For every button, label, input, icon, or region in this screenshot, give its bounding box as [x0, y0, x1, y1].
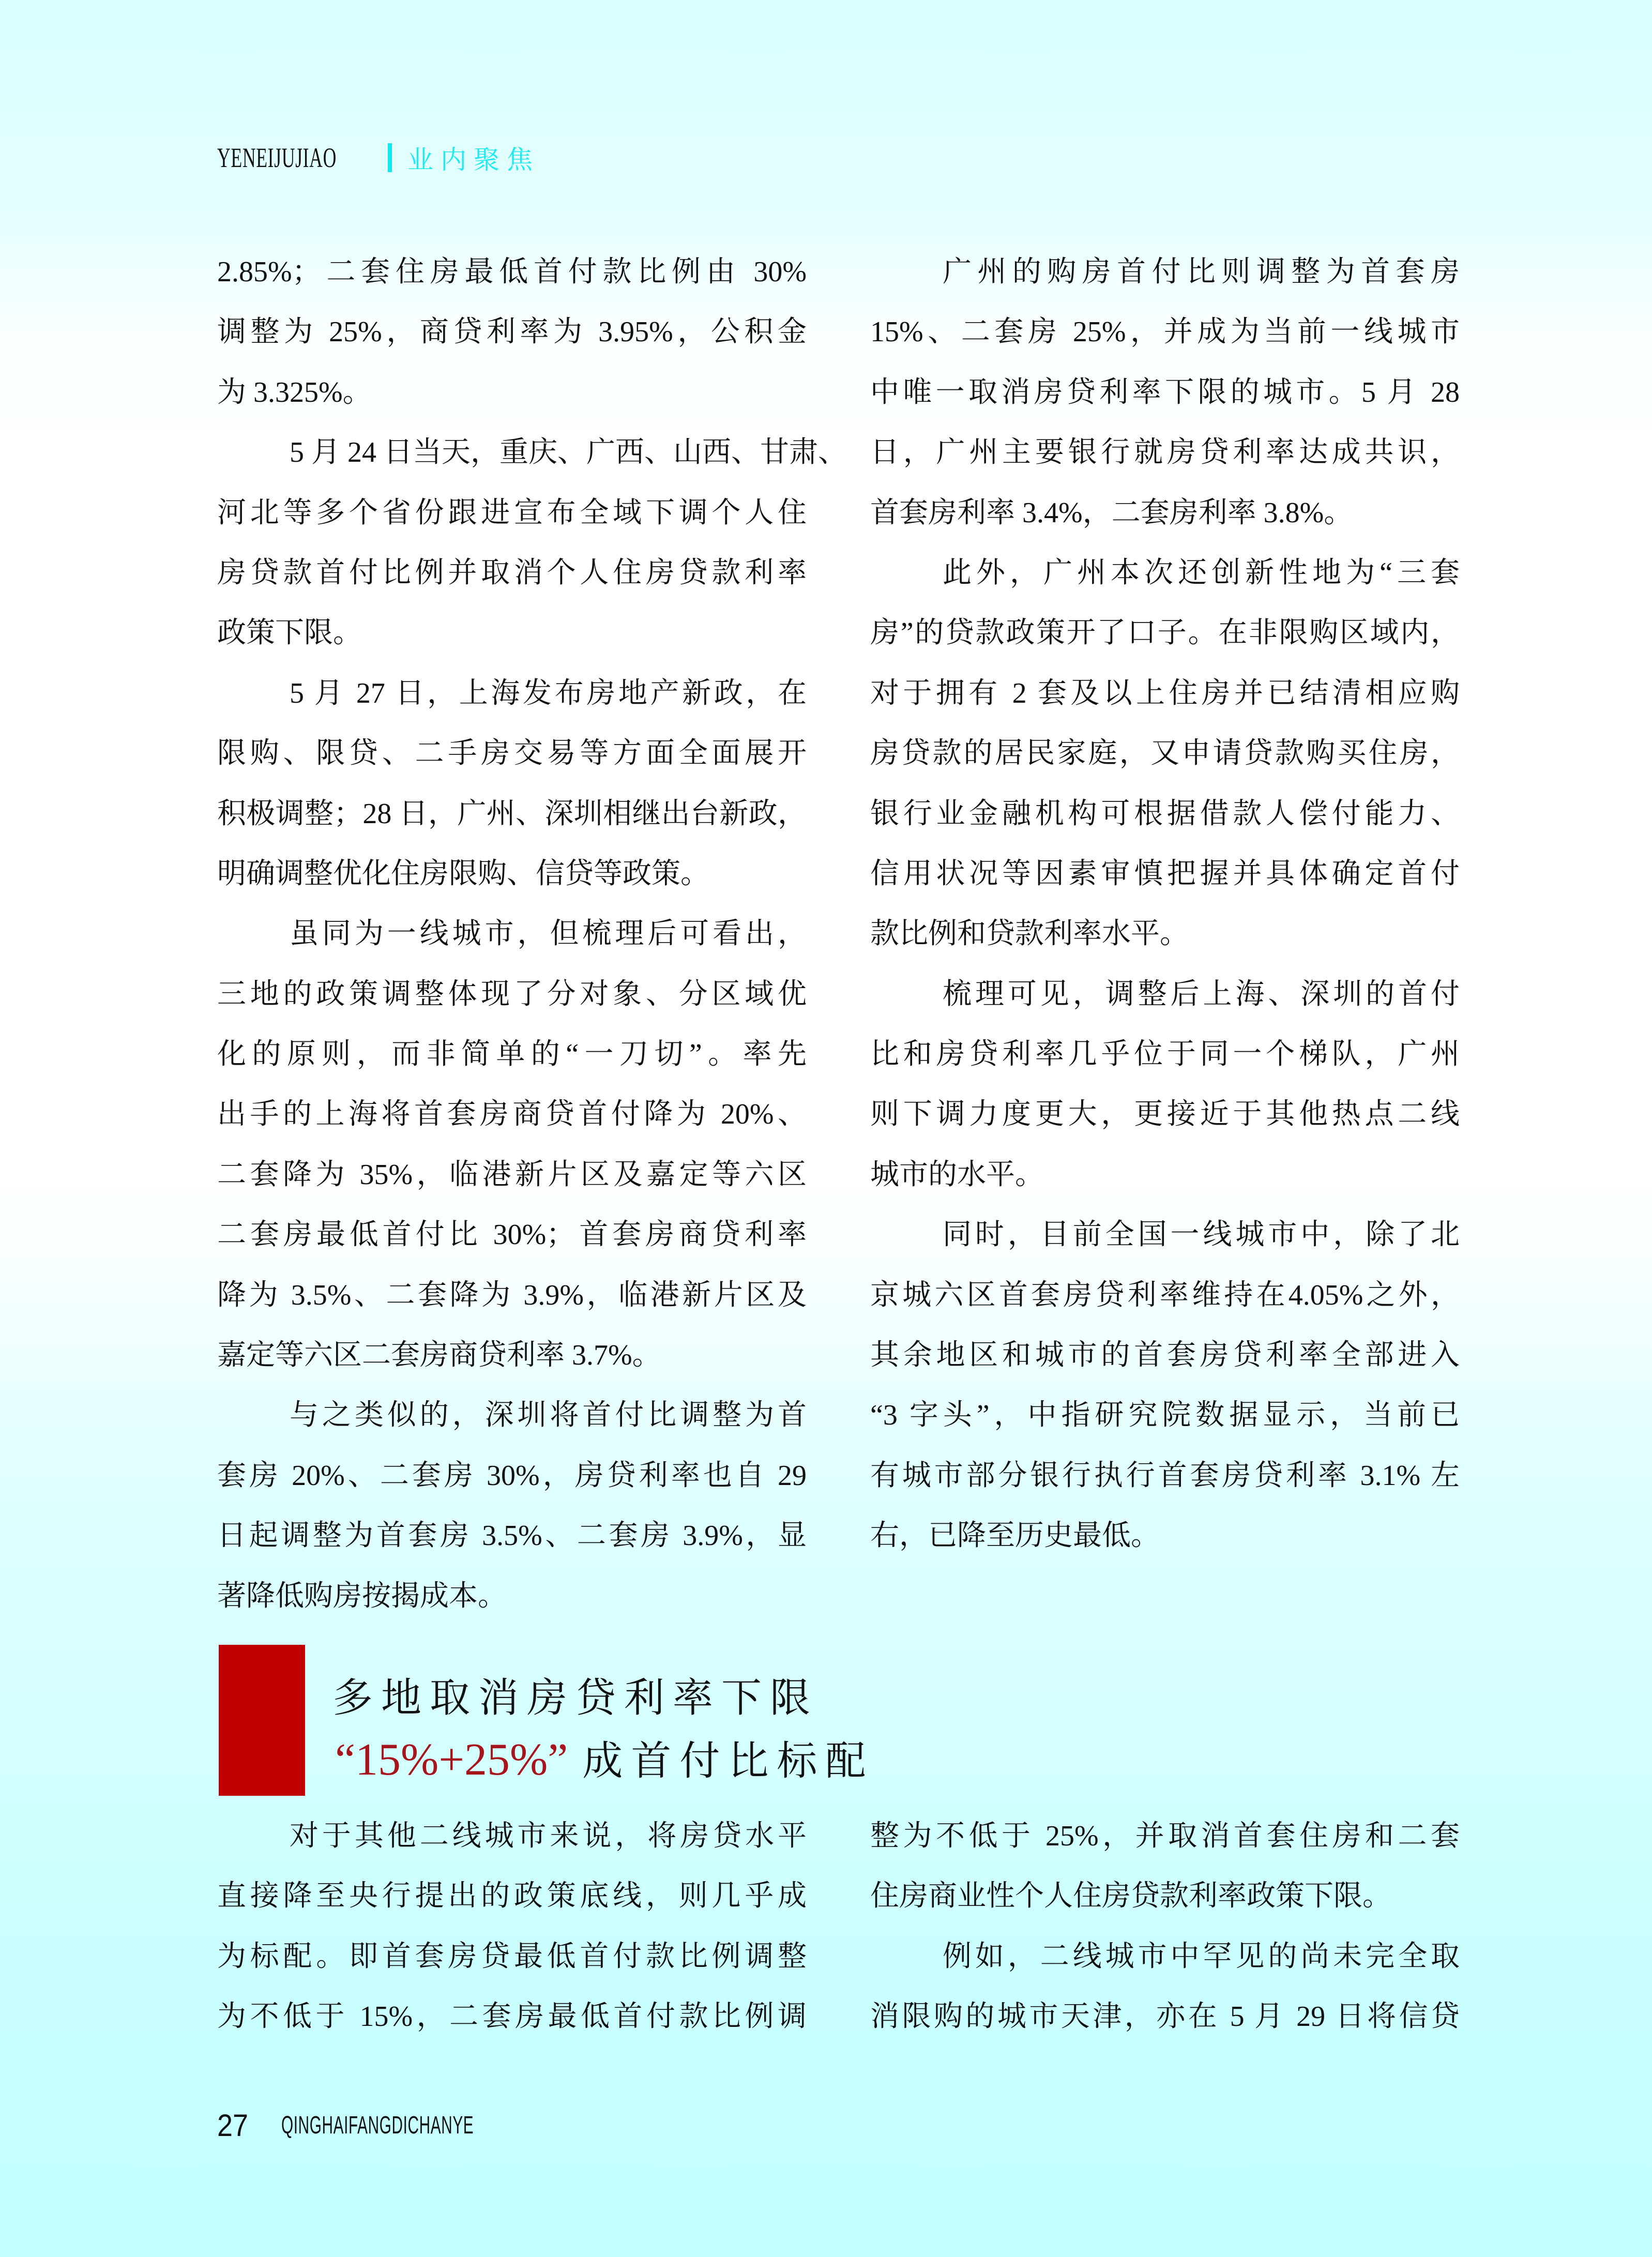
text-line: 京城六区首套房贷利率维持在4.05%之外，	[870, 1279, 1460, 1311]
text-line: 日起调整为首套房 3.5%、二套房 3.9%，显	[217, 1520, 807, 1552]
text-line: 直接降至央行提出的政策底线，则几乎成	[217, 1880, 807, 1913]
text-line: 降为 3.5%、二套降为 3.9%，临港新片区及	[217, 1279, 807, 1311]
text-line: 出手的上海将首套房商贷首付降为 20%、	[217, 1098, 807, 1131]
text-line: 例如，二线城市中罕见的尚未完全取	[943, 1940, 1460, 1973]
text-line: 房贷款的居民家庭，又申请贷款购买住房，	[870, 737, 1460, 770]
text-line: 信用状况等因素审慎把握并具体确定首付	[870, 857, 1460, 890]
text-line: 广州的购房首付比则调整为首套房	[943, 256, 1460, 288]
text-line: 积极调整；28 日，广州、深圳相继出台新政，	[217, 797, 807, 830]
section-marker-block	[219, 1645, 305, 1796]
article-column-right	[870, 242, 1460, 1566]
text-line: 梳理可见，调整后上海、深圳的首付	[943, 978, 1460, 1010]
text-line: 中唯一取消房贷利率下限的城市。5 月 28	[870, 376, 1460, 408]
article-column-left	[217, 242, 847, 1626]
text-line: 对于拥有 2 套及以上住房并已结清相应购	[870, 677, 1460, 709]
text-line: 明确调整优化住房限购、信贷等政策。	[217, 857, 709, 890]
text-line: 同时，目前全国一线城市中，除了北	[943, 1219, 1460, 1251]
text-line: 三地的政策调整体现了分对象、分区域优	[217, 978, 807, 1010]
text-line: 其余地区和城市的首套房贷利率全部进入	[870, 1339, 1460, 1372]
running-header	[217, 141, 540, 175]
text-line: 银行业金融机构可根据借款人偿付能力、	[870, 797, 1460, 830]
text-line: 消限购的城市天津，亦在 5 月 29 日将信贷	[870, 2001, 1460, 2033]
text-line: 右，已降至历史最低。	[870, 1520, 1160, 1552]
section-title-line-2	[335, 1729, 874, 1786]
text-line: 套房 20%、二套房 30%，房贷利率也自 29	[217, 1459, 807, 1492]
text-line: 为标配。即首套房贷最低首付款比例调整	[217, 1940, 807, 1973]
section-title-line-1: 多地取消房贷利率下限	[332, 1675, 819, 1721]
section-title-rest: 成首付比标配	[582, 1738, 874, 1784]
text-line: 则下调力度更大，更接近于其他热点二线	[870, 1098, 1460, 1131]
text-line: 整为不低于 25%，并取消首套住房和二套	[870, 1820, 1460, 1852]
text-line: 首套房利率 3.4%，二套房利率 3.8%。	[870, 496, 1353, 529]
text-line: 城市的水平。	[870, 1158, 1044, 1191]
text-line: 此外，广州本次还创新性地为“三套	[943, 556, 1460, 589]
section-heading	[219, 1645, 1046, 1796]
section-label-zh: 业内聚焦	[407, 145, 540, 175]
article-column-right-bottom	[870, 1806, 1460, 2047]
text-line: 为不低于 15%，二套房最低首付款比例调	[217, 2001, 807, 2033]
text-line: 有城市部分银行执行首套房贷利率 3.1% 左	[870, 1459, 1460, 1492]
text-line: 比和房贷利率几乎位于同一个梯队，广州	[870, 1038, 1460, 1071]
section-label-en: YENEIJUJIAO	[217, 142, 337, 173]
section-title-highlight: “15%+25%”	[335, 1735, 568, 1785]
text-line: 嘉定等六区二套房商贷利率 3.7%。	[217, 1339, 661, 1372]
text-line: 虽同为一线城市，但梳理后可看出，	[290, 918, 807, 950]
article-column-left-bottom	[217, 1806, 807, 2047]
text-line: 为 3.325%。	[217, 376, 372, 408]
text-line: 著降低购房按揭成本。	[217, 1580, 507, 1612]
text-line: 款比例和贷款利率水平。	[870, 918, 1189, 950]
text-line: 对于其他二线城市来说，将房贷水平	[290, 1820, 807, 1852]
text-line: “3 字头”，中指研究院数据显示，当前已	[870, 1399, 1460, 1432]
text-line: 15%、二套房 25%，并成为当前一线城市	[870, 316, 1460, 349]
text-line: 5 月 24 日当天，重庆、广西、山西、甘肃、	[290, 436, 847, 469]
header-divider-bar	[388, 143, 392, 172]
text-line: 2.85%；二套住房最低首付款比例由 30%	[217, 256, 807, 288]
text-line: 与之类似的，深圳将首付比调整为首	[290, 1399, 807, 1432]
text-line: 化的原则，而非简单的“一刀切”。率先	[217, 1038, 807, 1071]
text-line: 二套降为 35%，临港新片区及嘉定等六区	[217, 1158, 807, 1191]
page-number: 27	[217, 2108, 249, 2143]
text-line: 日，广州主要银行就房贷利率达成共识，	[870, 436, 1460, 469]
text-line: 住房商业性个人住房贷款利率政策下限。	[870, 1880, 1391, 1913]
text-line: 限购、限贷、二手房交易等方面全面展开	[217, 737, 807, 770]
text-line: 河北等多个省份跟进宣布全域下调个人住	[217, 496, 807, 529]
text-line: 5 月 27 日，上海发布房地产新政，在	[290, 677, 807, 709]
text-line: 房贷款首付比例并取消个人住房贷款利率	[217, 556, 807, 589]
page-footer	[217, 2110, 592, 2141]
text-line: 二套房最低首付比 30%；首套房商贷利率	[217, 1219, 807, 1251]
text-line: 调整为 25%，商贷利率为 3.95%，公积金	[217, 316, 807, 349]
text-line: 房”的贷款政策开了口子。在非限购区域内，	[870, 617, 1460, 649]
text-line: 政策下限。	[217, 617, 362, 649]
magazine-name: QINGHAIFANGDICHANYE	[281, 2111, 474, 2139]
